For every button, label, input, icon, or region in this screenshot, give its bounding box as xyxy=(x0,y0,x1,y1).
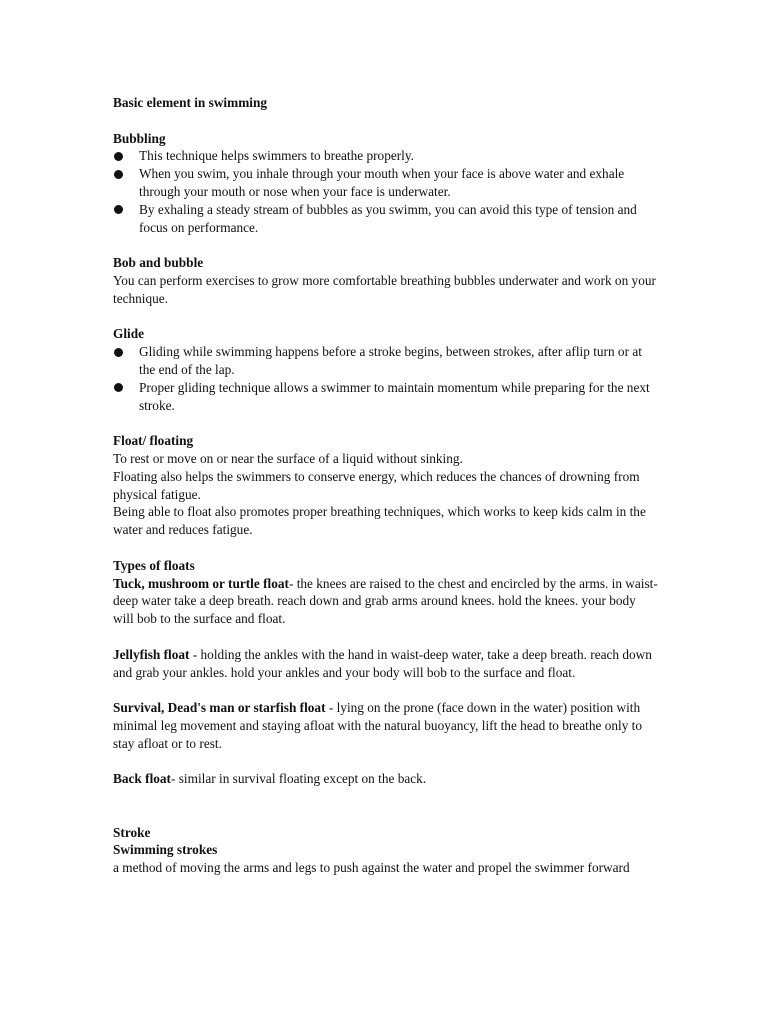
float-type-back xyxy=(113,770,658,788)
glide-list xyxy=(113,343,658,414)
heading-float: Float/ floating xyxy=(113,433,194,449)
list-item xyxy=(113,201,658,237)
heading-bob-and-bubble: Bob and bubble xyxy=(113,255,204,271)
float-type-tuck xyxy=(113,575,658,628)
heading-bubbling: Bubbling xyxy=(113,130,166,146)
bullet-icon xyxy=(114,170,123,179)
bullet-icon xyxy=(114,348,123,357)
stroke-definition: a method of moving the arms and legs to push against the water and propel the swimmer forward xyxy=(113,860,630,876)
float-type-description: - holding the ankles with the hand in waist-deep water, take a deep breath. reach down and grab your ankles. hold your ankles and your body will bob to the surface and float. xyxy=(113,646,652,680)
heading-swimming-strokes: Swimming strokes xyxy=(113,842,218,858)
bullet-icon xyxy=(114,205,123,214)
bullet-icon xyxy=(114,383,123,392)
float-type-name: Tuck, mushroom or turtle float xyxy=(113,575,289,591)
list-item xyxy=(113,165,658,201)
list-item xyxy=(113,343,658,379)
float-type-name: Survival, Dead's man or starfish float xyxy=(113,700,329,716)
list-item-text: This technique helps swimmers to breathe properly. xyxy=(139,148,414,164)
document-body xyxy=(113,94,658,877)
list-item xyxy=(113,147,658,165)
float-type-jellyfish xyxy=(113,646,658,682)
list-item-text: Gliding while swimming happens before a stroke begins, between strokes, after aflip turn or at the end of the lap. xyxy=(139,344,642,377)
list-item xyxy=(113,379,658,415)
float-type-description: - similar in survival floating except on the back. xyxy=(171,771,427,787)
list-item-text: When you swim, you inhale through your mouth when your face is above water and exhale through your mouth or nose when your face is underwater. xyxy=(139,166,625,199)
float-benefit-breathing: Being able to float also promotes proper breathing techniques, which works to keep kids calm in the water and reduces fatigue. xyxy=(113,504,646,538)
float-type-name: Back float xyxy=(113,771,171,787)
float-type-description: - lying on the prone (face down in the water) position with minimal leg movement and staying afloat with the natural buoyancy, lift the head to breathe only to stay afloat or to rest. xyxy=(113,700,643,751)
heading-stroke: Stroke xyxy=(113,824,151,840)
float-type-description: - the knees are raised to the chest and encircled by the arms. in waist-deep water take a deep breath. reach down and grab arms around knees. hold the knees. your body will bob to the surface and float. xyxy=(113,575,658,627)
document-title: Basic element in swimming xyxy=(113,95,268,110)
float-benefit-energy: Floating also helps the swimmers to conserve energy, which reduces the chances of drowning from physical fatigue. xyxy=(113,468,640,502)
float-type-name: Jellyfish float xyxy=(113,646,193,662)
heading-glide: Glide xyxy=(113,326,145,342)
bubbling-list xyxy=(113,147,658,236)
list-item-text: Proper gliding technique allows a swimmer to maintain momentum while preparing for the next stroke. xyxy=(139,379,650,413)
float-type-survival xyxy=(113,699,658,752)
list-item-text: By exhaling a steady stream of bubbles as you swimm, you can avoid this type of tension and focus on performance. xyxy=(139,201,637,235)
bob-and-bubble-text: You can perform exercises to grow more comfortable breathing bubbles underwater and work on your technique. xyxy=(113,272,656,306)
bullet-icon xyxy=(114,152,123,161)
float-definition: To rest or move on or near the surface of a liquid without sinking. xyxy=(113,450,463,466)
heading-types-of-floats: Types of floats xyxy=(113,557,195,573)
